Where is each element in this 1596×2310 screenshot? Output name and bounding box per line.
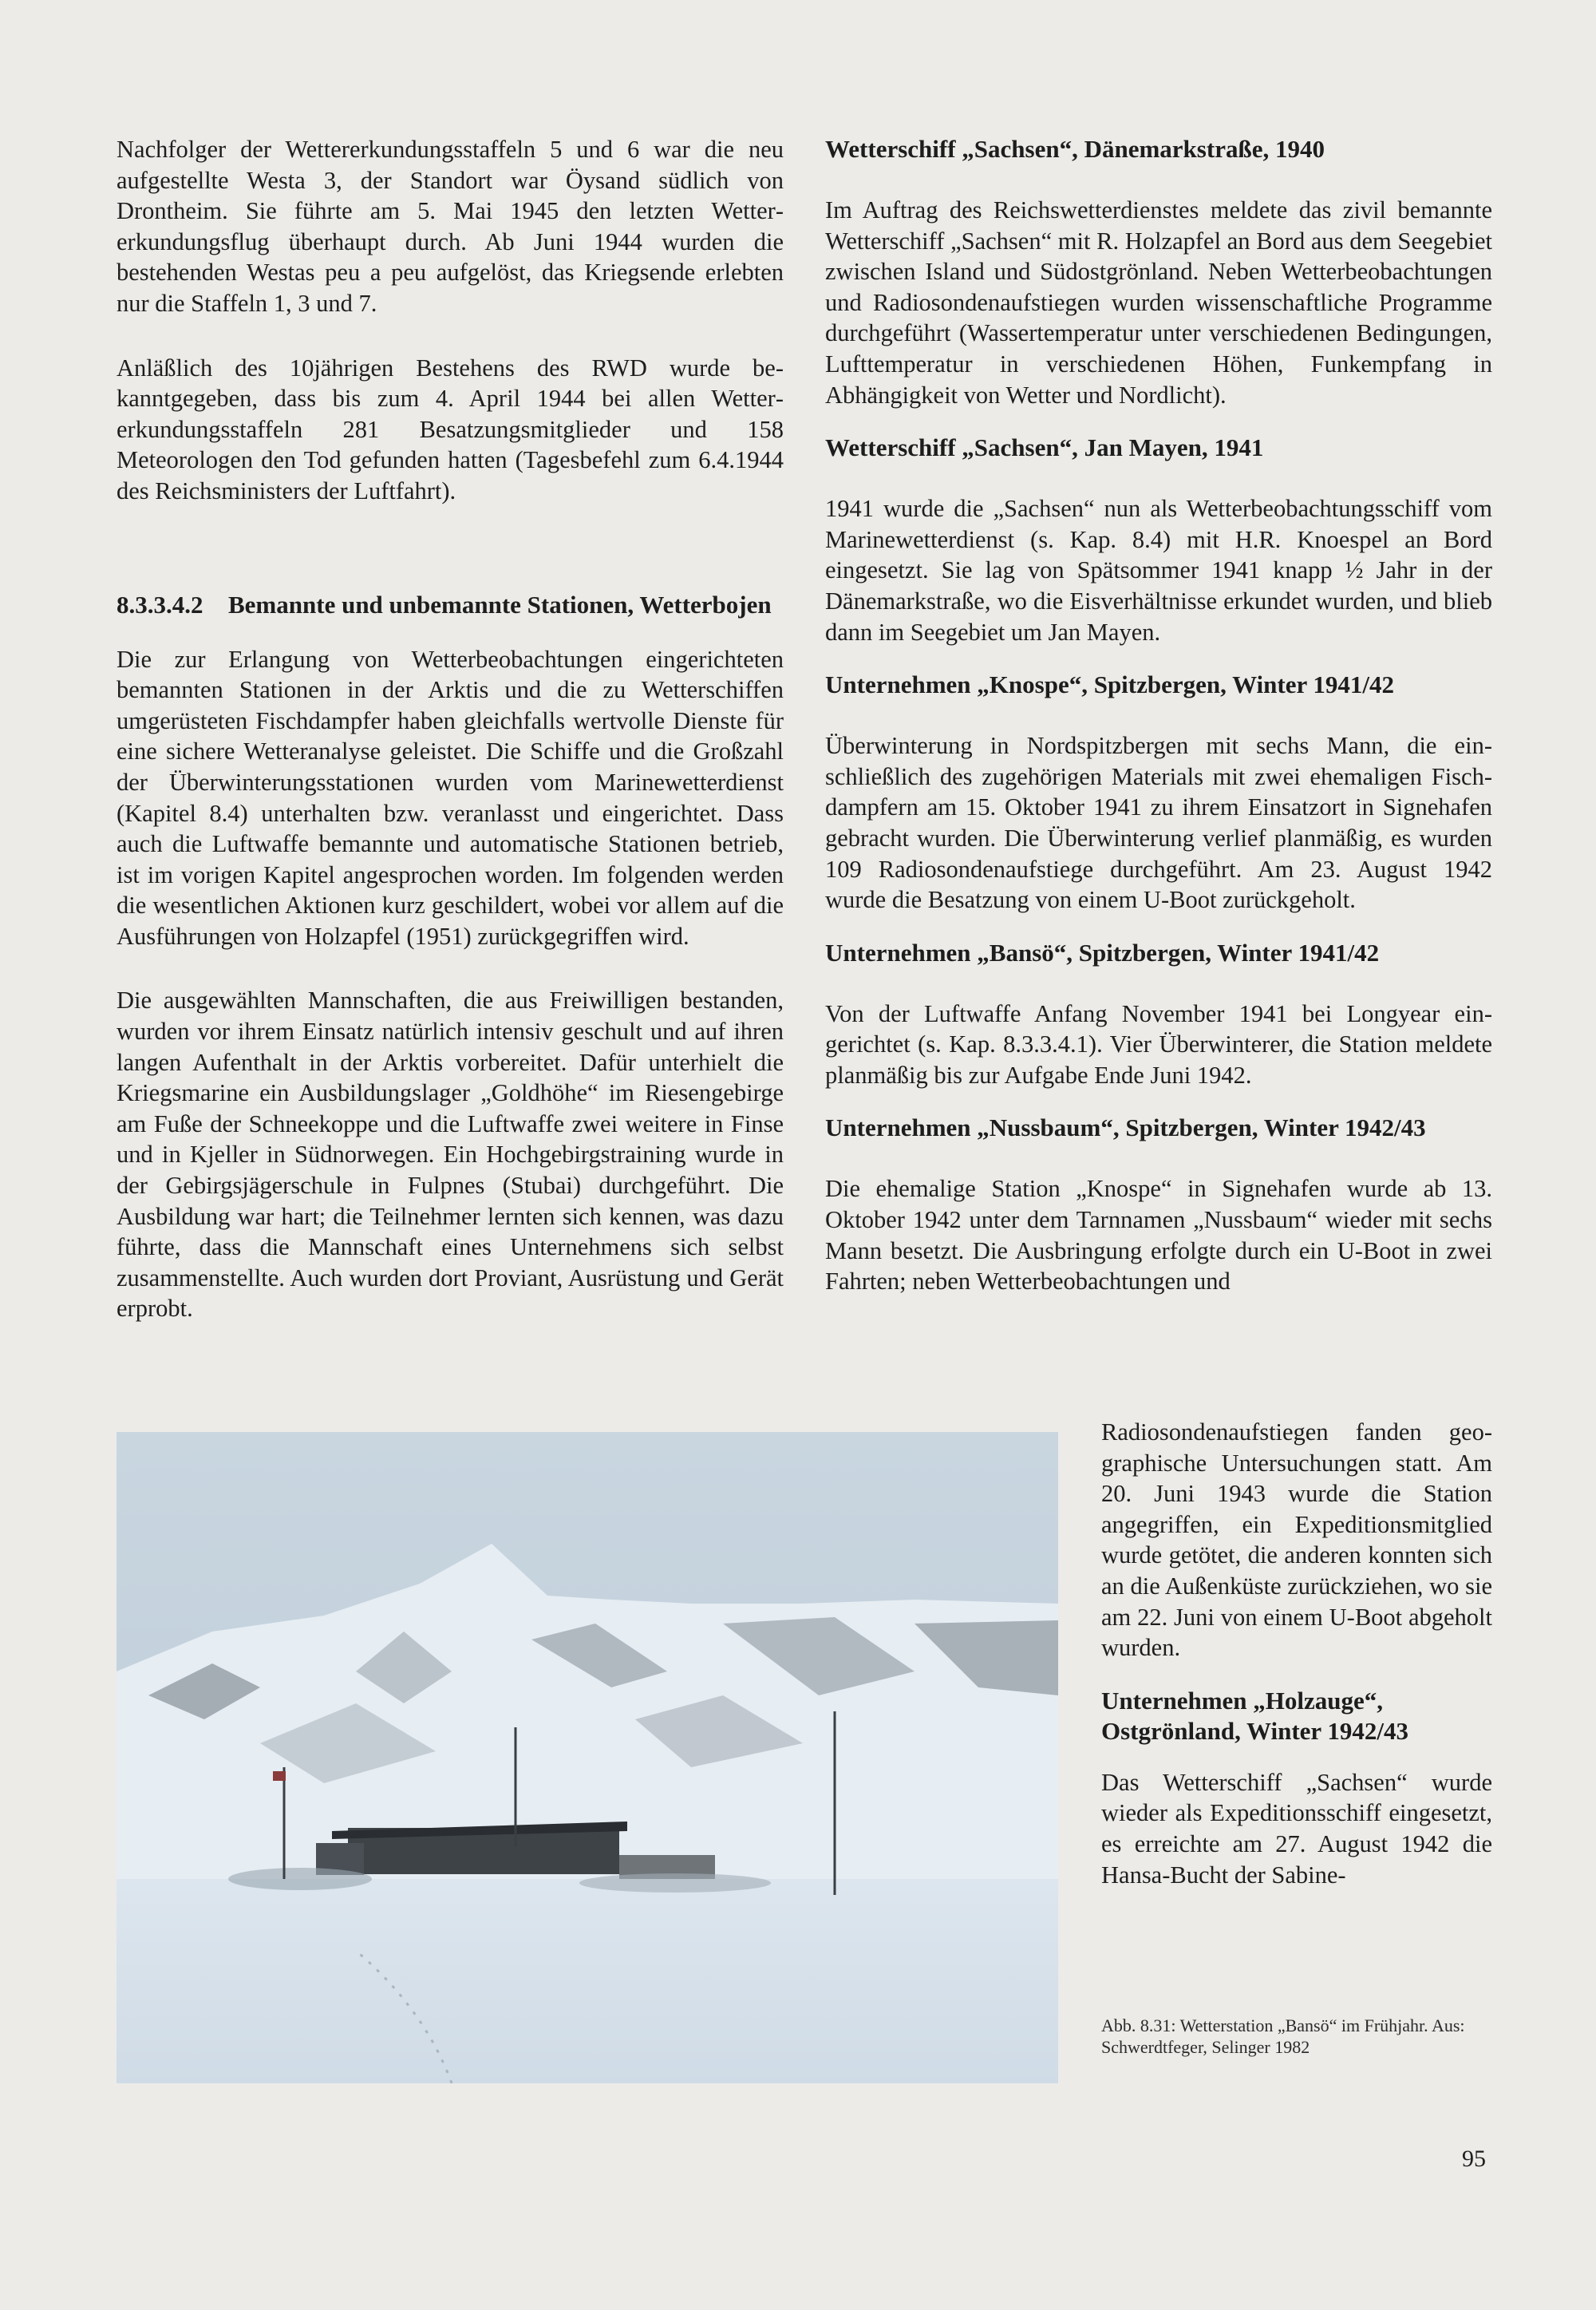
subsection-heading: Unternehmen „Knospe“, Spitzbergen, Winter 1941/42 (825, 670, 1395, 699)
paragraph: Überwinterung in Nordspitzbergen mit sechs Mann, die einschließlich des zugehörigen Materials mit zwei ehemaligen Fischdampfern am 15. Oktober 1941 zu ihrem Einsatzort in Signehafen gebracht wurden. Die Überwinterung verlief planmäßig, es wurden 109 Radiosondenaufstiege durchgeführt. Am 23. August 1942 wurde die Besatzung von einem U-Boot zurückgeholt. (825, 732, 1492, 914)
paragraph: 1941 wurde die „Sachsen“ nun als Wetterbeobachtungsschiff vom Marinewetterdienst (s. Kap. 8.4) mit H.R. Knoespel an Bord eingesetzt. Sie lag von Spätsommer 1941 knapp ½ Jahr in der Dänemarkstraße, wo die Eisverhältnisse erkundet wurden, und blieb dann im Seegebiet um Jan Mayen. (825, 495, 1492, 646)
paragraph: Die ehemalige Station „Knospe“ in Signehafen wurde ab 13. Oktober 1942 unter dem Tarnnamen „Nussbaum“ wieder mit sechs Mann besetzt. Die Ausbringung erfolgte durch ein U-Boot in zwei Fahrten; neben Wetterbeobachtungen und (825, 1175, 1492, 1295)
arctic-station-illustration (117, 1432, 1058, 2083)
subsection-heading: Unternehmen „Nussbaum“, Spitzbergen, Winter 1942/43 (825, 1113, 1426, 1142)
section-heading (117, 590, 784, 620)
right-narrow-column (1101, 1417, 1492, 1924)
subsection-heading: Wetterschiff „Sachsen“, Dänemarkstraße, 1940 (825, 135, 1325, 163)
paragraph: Im Auftrag des Reichswetterdienstes meldete das zivil bemannte Wetterschiff „Sachsen“ mit R. Holzapfel an Bord aus dem Seegebiet zwischen Island und Südostgrönland. Neben Wetterbeobachtungen und Radiosondenaufstiegen wurden wissenschaftliche Programme durchgeführt (Wassertemperatur unter verschiedenen Bedingungen, Lufttemperatur in verschiedenen Höhen, Funkempfang in Abhängigkeit von Wetter und Nordlicht). (825, 196, 1492, 409)
right-column (825, 134, 1492, 1297)
snow-field (117, 1879, 1058, 2083)
station-photo (117, 1432, 1058, 2083)
left-column (117, 134, 784, 1358)
subsection-heading: Unternehmen „Bansö“, Spitzbergen, Winter 1941/42 (825, 938, 1380, 967)
paragraph: Nachfolger der Wettererkundungsstaffeln 5 und 6 war die neu aufgestellte Westa 3, der Standort war Öysand südlich von Drontheim. Sie führte am 5. Mai 1945 den letzten Wettererkundungsflug überhaupt durch. Ab Juni 1944 wurden die bestehenden Westas peu a peu aufgelöst, das Kriegsende erlebten nur die Staffeln 1, 3 und 7. (117, 136, 784, 317)
paragraph: Radiosondenaufstiegen fanden geographische Untersuchungen statt. Am 20. Juni 1943 wurde die Station angegriffen, ein Expeditionsmitglied wurde getötet, die anderen konnten sich an die Außenküste zurückziehen, wo sie am 22. Juni von einem U-Boot abgeholt wurden. (1101, 1418, 1492, 1662)
section-number: 8.3.3.4.2 (117, 590, 203, 619)
paragraph: Die zur Erlangung von Wetterbeobachtungen eingerichteten bemannten Stationen in der Arktis und die zu Wetterschiffen umgerüsteten Fischdampfer haben gleichfalls wertvolle Dienste für eine sichere Wetteranalyse geleistet. Die Schiffe und die Großzahl der Überwinterungsstationen wurden vom Marinewetterdienst (Kapitel 8.4) unterhalten bzw. veranlasst und eingerichtet. Dass auch die Luftwaffe bemannte und automatische Stationen betrieb, ist im vorigen Kapitel angesprochen worden. Im folgenden werden die wesentlichen Aktionen kurz geschildert, wobei vor allem auf die Ausführungen von Holzapfel (1951) zurückgegriffen wird. (117, 645, 784, 950)
figure-caption: Abb. 8.31: Wetterstation „Bansö“ im Frühjahr. Aus: Schwerdtfeger, Selinger 1982 (1101, 2015, 1465, 2057)
paragraph: Die ausgewählten Mannschaften, die aus Freiwilligen bestanden, wurden vor ihrem Einsatz natürlich intensiv geschult und auf ihren langen Aufenthalt in der Arktis vorbereitet. Dafür unterhielt die Kriegsmarine ein Ausbildungslager „Goldhöhe“ im Riesengebirge am Fuße der Schneekoppe und die Luftwaffe zwei weitere in Finse und in Kjeller in Südnorwegen. Ein Hochgebirgstraining wurde in der Gebirgsjägerschule in Fulpnes (Stubai) durchgeführt. Die Ausbildung war hart; die Teilnehmer lernten sich kennen, was dazu führte, dass die Mannschaft eines Unternehmens sich selbst zusammenstellte. Auch wurden dort Proviant, Ausrüstung und Gerät erprobt. (117, 987, 784, 1323)
paragraph: Von der Luftwaffe Anfang November 1941 bei Longyear eingerichtet (s. Kap. 8.3.3.4.1). Vier Überwinterer, die Station meldete planmäßig bis zur Aufgabe Ende Juni 1942. (825, 999, 1492, 1089)
flag (273, 1771, 286, 1781)
section-title: Bemannte und unbemannte Stationen, Wetterbojen (228, 590, 772, 619)
paragraph: Das Wetterschiff „Sachsen“ wurde wieder als Expeditionsschiff eingesetzt, es erreichte am 27. August 1942 die Hansa-Bucht der Sabine- (1101, 1768, 1492, 1889)
subsection-heading: Unternehmen „Holzauge“, Ostgrönland, Winter 1942/43 (1101, 1686, 1408, 1745)
paragraph: Anläßlich des 10jährigen Bestehens des RWD wurde bekanntgegeben, dass bis zum 4. April 1944 bei allen Wettererkundungsstaffeln 281 Besatzungsmitglieder und 158 Meteorologen den Tod gefunden hatten (Tagesbefehl zum 6.4.1944 des Reichsministers der Luftfahrt). (117, 354, 784, 504)
page-number: 95 (1462, 2146, 1486, 2172)
subsection-heading: Wetterschiff „Sachsen“, Jan Mayen, 1941 (825, 433, 1264, 462)
